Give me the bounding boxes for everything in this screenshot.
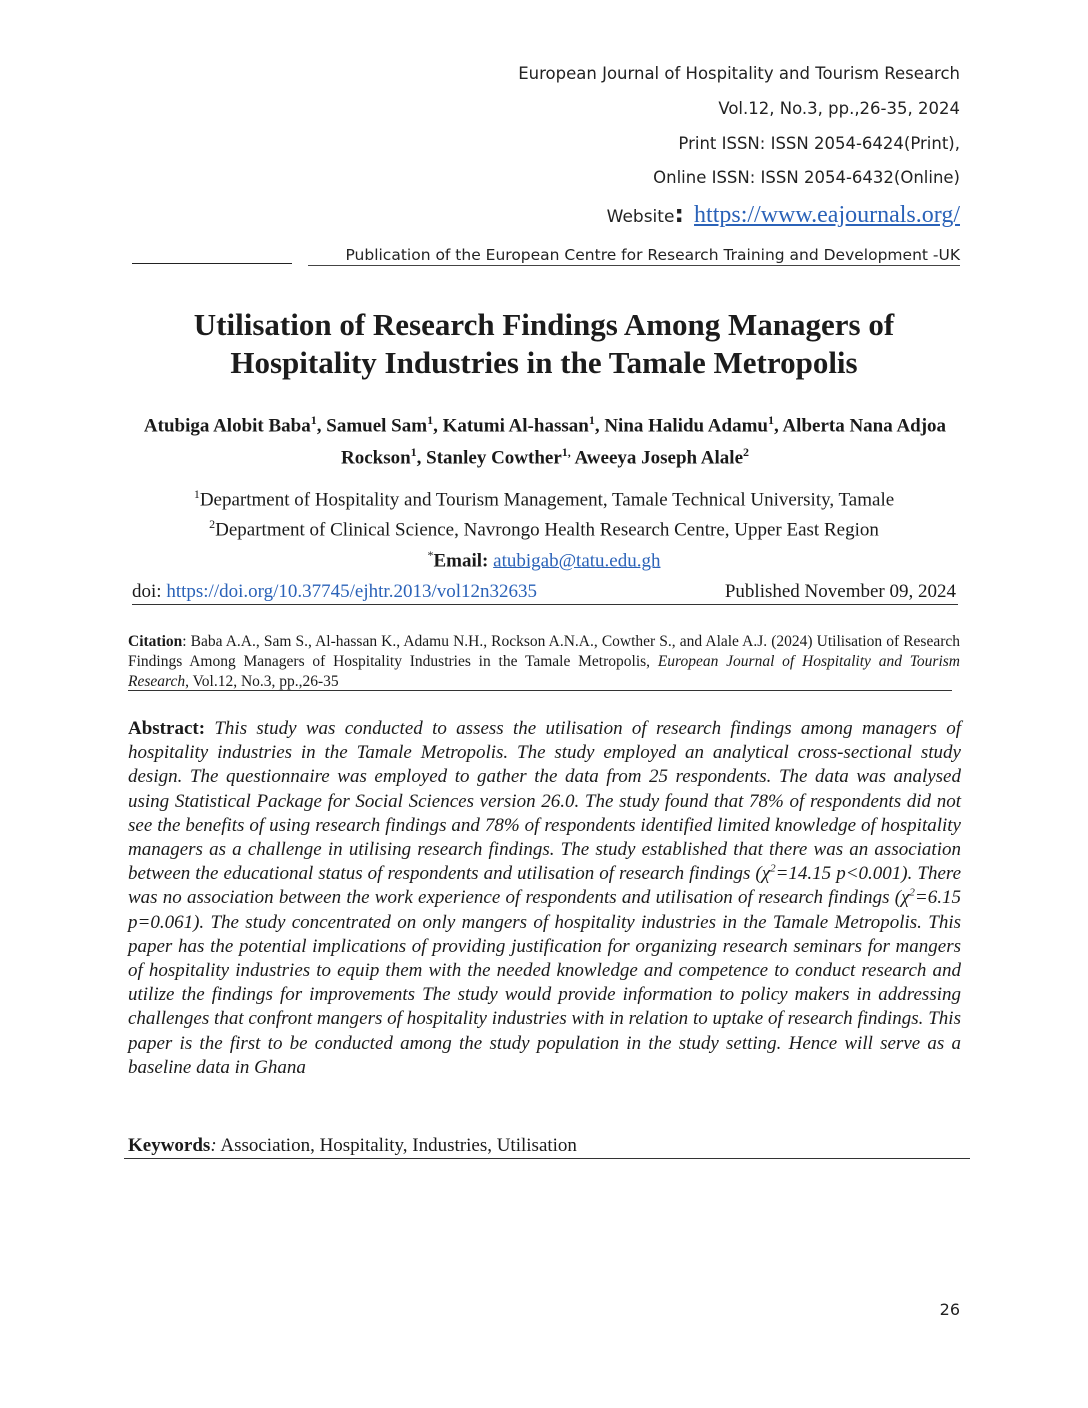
email-link[interactable]: atubigab@tatu.edu.gh bbox=[493, 549, 661, 571]
keywords-list: Association, Hospitality, Industries, Utilisation bbox=[216, 1135, 577, 1156]
keywords bbox=[128, 1134, 968, 1158]
published-date: Published November 09, 2024 bbox=[724, 581, 956, 602]
abstract-sup-1: 2 bbox=[770, 862, 776, 875]
affiliation-2-sup: 2 bbox=[209, 517, 216, 532]
author-3-sup: 1 bbox=[588, 413, 595, 427]
citation-tail: , Vol.12, No.3, pp.,26-35 bbox=[185, 673, 339, 690]
affiliations bbox=[100, 482, 988, 573]
header-rule-left bbox=[132, 263, 292, 264]
abstract-sup-2: 2 bbox=[909, 887, 915, 900]
page-number: 26 bbox=[939, 1300, 960, 1319]
affiliation-1 bbox=[100, 482, 988, 512]
author-6-sup: 1, bbox=[561, 445, 571, 460]
email-label: Email: bbox=[433, 549, 489, 571]
website-line bbox=[607, 200, 960, 229]
online-issn: Online ISSN: ISSN 2054-6432(Online) bbox=[653, 168, 960, 187]
author-1-sup: 1 bbox=[310, 413, 317, 427]
author-4: Nina Halidu Adamu bbox=[604, 415, 768, 437]
keywords-colon: : bbox=[210, 1135, 217, 1156]
affiliation-1-text: Department of Hospitality and Tourism Management, Tamale Technical University, Tamale bbox=[199, 489, 895, 511]
author-7: Aweeya Joseph Alale bbox=[574, 447, 744, 469]
citation-journal: European Journal of Hospitality and Tourism Research bbox=[128, 653, 960, 690]
abstract-text-2: =14.15 p<0.001). There was no association between the work experience of respondents and utilisation of research findings (χ bbox=[128, 863, 961, 909]
citation bbox=[128, 632, 960, 692]
website-link[interactable]: https://www.eajournals.org/ bbox=[694, 202, 960, 228]
author-2: Samuel Sam bbox=[326, 415, 428, 437]
website-colon: : bbox=[674, 200, 685, 228]
citation-label: Citation bbox=[128, 633, 183, 650]
author-3: Katumi Al-hassan bbox=[442, 415, 589, 437]
author-4-sup: 1 bbox=[767, 413, 774, 427]
journal-name: European Journal of Hospitality and Tourism Research bbox=[518, 64, 960, 83]
doi-link[interactable]: https://doi.org/10.37745/ejhtr.2013/vol12n32635 bbox=[166, 581, 537, 602]
paper-title bbox=[100, 306, 988, 382]
affiliation-1-sup: 1 bbox=[193, 487, 200, 501]
title-line-2: Hospitality Industries in the Tamale Metropolis bbox=[230, 345, 858, 380]
author-6: Stanley Cowther bbox=[426, 447, 562, 469]
keywords-label: Keywords bbox=[128, 1135, 211, 1156]
title-line-1: Utilisation of Research Findings Among Managers of bbox=[193, 307, 895, 342]
email-line bbox=[100, 543, 988, 573]
citation-text: : Baba A.A., Sam S., Al-hassan K., Adamu N.H., Rockson A.N.A., Cowther S., and Alale A.J. (2024) Utilisation of Research Findings Among Managers of Hospitality Industries in the Tamale Metropolis, bbox=[128, 633, 960, 670]
print-issn: Print ISSN: ISSN 2054-6424(Print), bbox=[678, 134, 960, 153]
header-rule-right bbox=[308, 265, 960, 266]
doi-rule bbox=[132, 604, 958, 605]
affiliation-2 bbox=[100, 512, 988, 542]
author-1: Atubiga Alobit Baba bbox=[143, 415, 311, 437]
doi-label: doi: bbox=[132, 581, 162, 602]
citation-rule bbox=[128, 690, 952, 691]
doi-row bbox=[132, 581, 956, 603]
affiliation-2-text: Department of Clinical Science, Navrongo Health Research Centre, Upper East Region bbox=[215, 519, 879, 541]
keywords-rule bbox=[124, 1158, 970, 1159]
publisher-line: Publication of the European Centre for Research Training and Development -UK bbox=[345, 246, 960, 264]
author-list: Atubiga Alobit Baba$^1$, Samuel Sam$^1$, Katumi Al-hassan$^1$, Nina Halidu Adamu$^1$, Alberta Nana Adjoa Rockson$^1$, Stanley Cowther$^{1,}$ Aweeya Joseph Alale$^2$ bbox=[143, 413, 947, 469]
abstract-text-1: This study was conducted to assess the utilisation of research findings among managers of hospitality industries in the Tamale Metropolis. The study employed an analytical cross-sectional study design. The questionnaire was employed to gather the data from 25 respondents. The data was analysed using Statistical Package for Social Sciences version 26.0. The study found that 78% of respondents did not see the benefits of using research findings and 78% of respondents identified limited knowledge of hospitality managers as a challenge in utilising research findings. The study established that there was an association between the educational status of respondents and utilisation of research findings (χ bbox=[128, 718, 961, 885]
email-sup: * bbox=[427, 547, 434, 562]
volume-info: Vol.12, No.3, pp.,26-35, 2024 bbox=[718, 99, 960, 118]
abstract-label: Abstract: bbox=[128, 718, 206, 739]
abstract-text-3: =6.15 p=0.061). The study concentrated on only mangers of hospitality industries in the Tamale Metropolis. This paper has the potential implications of providing justification for organizing research seminars for mangers of hospitality industries to equip them with the needed knowledge and competence to conduct research and utilize the findings for improvements The study would provide information to policy makers in addressing challenges that confront mangers of hospitality industries with in relation to uptake of research findings. This paper is the first to be conducted among the study population in the study setting. Hence will serve as a baseline data in Ghana bbox=[128, 887, 961, 1078]
abstract bbox=[128, 717, 961, 1080]
author-5: Alberta Nana Adjoa Rockson bbox=[340, 415, 947, 469]
author-2-sup: 1 bbox=[427, 413, 434, 427]
website-label: Website bbox=[606, 207, 675, 227]
author-5-sup: 1 bbox=[410, 445, 417, 460]
author-7-sup: 2 bbox=[743, 445, 750, 460]
